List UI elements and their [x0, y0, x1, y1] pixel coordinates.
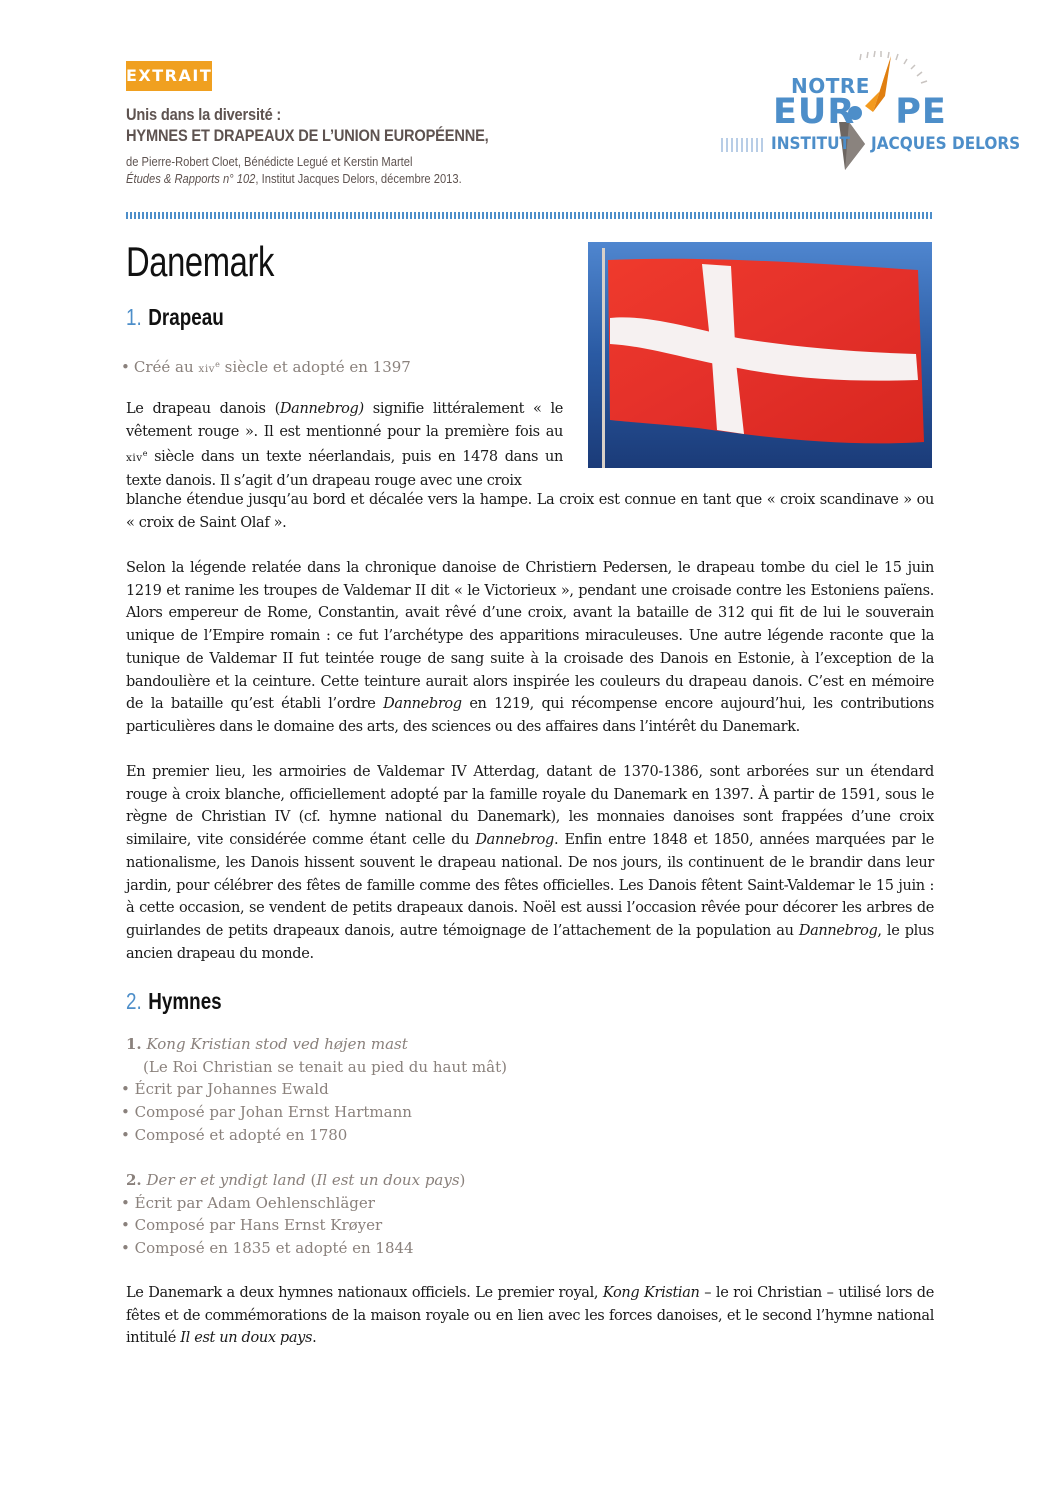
section-heading-hymnes: [126, 988, 222, 1015]
flag-image-icon: [588, 242, 932, 468]
publication-authors: de Pierre-Robert Cloet, Bénédicte Legué et Kerstin Martel: [126, 154, 413, 169]
notre-europe-logo: [715, 48, 1021, 178]
paragraph-legend: Selon la légende relatée dans la chronique danoise de Christiern Pedersen, le drapeau tombe du ciel le 15 juin 1219 et ranime les troupes de Valdemar II dit « le Victorieux », pendant une croisade contre les Estoniens païens. Alors empereur de Rome, Constantin, avait rêvé d’une croix, avant la bataille de 312 qui fit de lui le souverain unique de l’Empire romain : ce fut l’archétype des apparitions miraculeuses. Une autre légende raconte que la tunique de Valdemar II fut teintée rouge de sang suite à la croisade des Danois en Estonie, à l’exception de la bandoulière et la ceinture. Cette teinture aurait alors inspirée les couleurs du drapeau danois. C’est en mémoire de la bataille qu’est établi l’ordre Dannebrog en 1219, qui récompense encore aujourd’hui, les contributions particulières dans le domaine des arts, des sciences ou des affaires dans l’intérêt du Danemark.: [126, 560, 934, 735]
section-number: 1.: [126, 304, 142, 330]
section-label: Drapeau: [148, 304, 224, 330]
logo-notre: NOTRE: [791, 74, 870, 98]
paragraph-hymns: Le Danemark a deux hymnes nationaux officiels. Le premier royal, Kong Kristian – le roi Christian – utilisé lors de fêtes et de commémorations de la maison royale ou en lien avec les forces danoises, et le second l’hymne national intitulé Il est un doux pays.: [126, 1285, 934, 1347]
logo-europe: EUR PE: [773, 92, 947, 132]
series-details: , Institut Jacques Delors, décembre 2013.: [255, 171, 462, 186]
hymn-2-block: [121, 1169, 465, 1260]
publication-meta: [126, 153, 462, 187]
danish-flag-photo: [588, 242, 932, 468]
document-header: [0, 0, 1058, 230]
logo-institut: INSTITUT: [771, 134, 850, 154]
hymn-fact-item: • Écrit par Adam Oehlenschläger: [121, 1193, 375, 1212]
section-number: 2.: [126, 988, 142, 1014]
paragraph-flag-intro-continued: blanche étendue jusqu’au bord et décalée vers la hampe. La croix est connue en tant que « croix scandinave » ou « croix de Saint Olaf ».: [126, 492, 934, 531]
hymn-fact-item: • Composé par Johan Ernst Hartmann: [121, 1103, 412, 1122]
flag-fact-item: • Créé au xiv$^e$ siècle et adopté en 1397: [121, 358, 411, 376]
publication-series: [126, 170, 462, 187]
section-heading-drapeau: [126, 304, 224, 331]
paragraph-flag-intro: Le drapeau danois (Dannebrog) signifie littéralement « le vêtement rouge ». Il est mentionné pour la première fois au xiv$^e$ siècle dans un texte néerlandais, puis en 1478 dans un texte danois. Il s’agit d’un drapeau rouge avec une croix: [126, 401, 564, 490]
hymn-fact-item: • Composé par Hans Ernst Krøyer: [121, 1216, 383, 1235]
dotted-divider: [126, 212, 934, 219]
hymn-title: 1. Kong Kristian stod ved højen mast: [126, 1035, 408, 1053]
series-name: Études & Rapports n° 102: [126, 171, 256, 186]
hymn-title: 2. Der er et yndigt land (Il est un doux pays): [126, 1171, 466, 1189]
flag-fact-list: [121, 353, 411, 381]
paragraph-history: En premier lieu, les armoiries de Valdemar IV Atterdag, datant de 1370-1386, sont arborées sur un étendard rouge à croix blanche, officiellement adopté par la famille royale du Danemark en 1397. À partir de 1591, sous le règne de Christian IV (cf. hymne national du Danemark), les monnaies danoises sont frappées d’une croix similaire, vite considérée comme étant celle du Dannebrog. Enfin entre 1848 et 1850, années marquées par le nationalisme, les Danois hissent souvent le drapeau national. De nos jours, ils continuent de le brandir dans leur jardin, pour célébrer des fêtes de famille comme des fêtes officielles. Les Danois fêtent Saint-Valdemar le 15 juin : à cette occasion, se vendent de petits drapeaux danois. Noël est aussi l’occasion rêvée pour décorer les arbres de guirlandes de petits drapeaux danois, autre témoignage de l’attachement de la population au Dannebrog, le plus ancien drapeau du monde.: [126, 764, 934, 962]
publication-title-line2: HYMNES ET DRAPEAUX DE L’UNION EUROPÉENNE,: [126, 126, 489, 145]
publication-title: [126, 104, 489, 146]
page-title: Danemark: [126, 238, 275, 285]
section-label: Hymnes: [148, 988, 222, 1014]
hymn-fact-item: • Composé en 1835 et adopté en 1844: [121, 1239, 414, 1258]
logo-jacques-delors: JACQUES DELORS: [871, 134, 1021, 154]
extrait-badge: EXTRAIT: [126, 61, 212, 91]
hymn-translation: (Le Roi Christian se tenait au pied du haut mât): [143, 1057, 507, 1076]
hymn-fact-item: • Composé et adopté en 1780: [121, 1125, 348, 1144]
publication-title-line1: Unis dans la diversité :: [126, 105, 282, 124]
hymn-1-block: [121, 1033, 507, 1147]
hymn-fact-item: • Écrit par Johannes Ewald: [121, 1080, 329, 1099]
